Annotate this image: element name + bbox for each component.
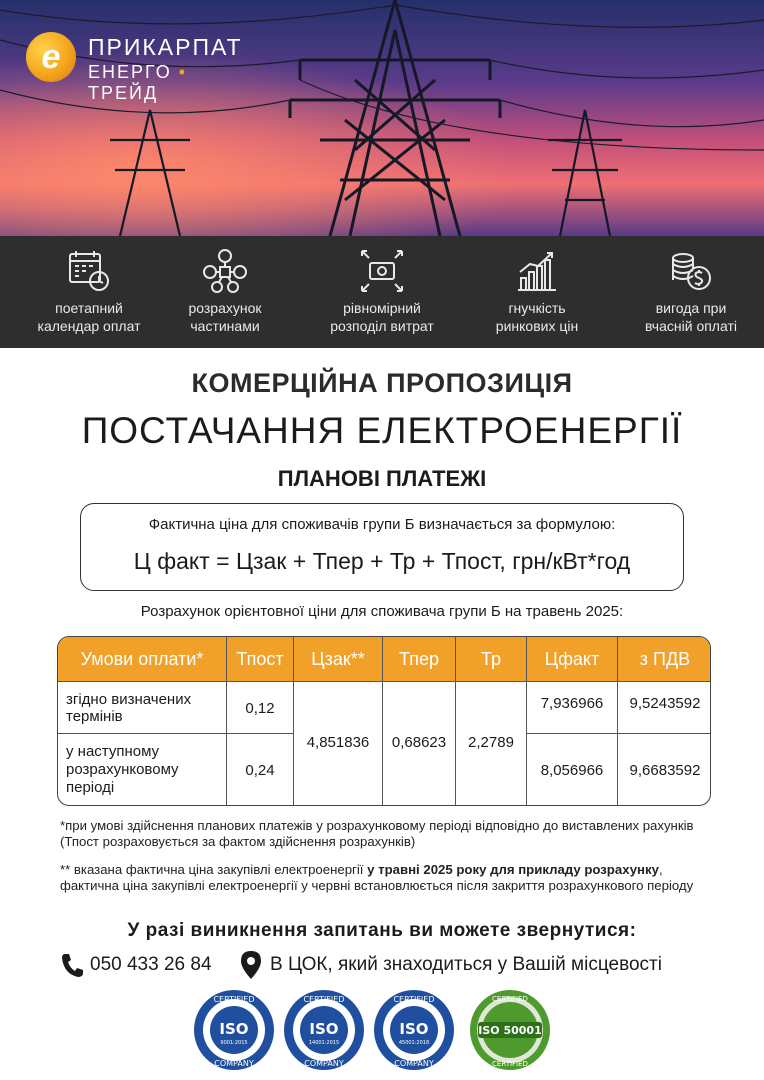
footnote-2-part-c: , фактична ціна закупівлі електроенергії у червні встановлюється після закриття розрахункового періоду <box>60 862 694 893</box>
iso-45001-badge <box>372 988 456 1072</box>
offer-title: КОМЕРЦІЙНА ПРОПОЗИЦІЯ <box>191 368 573 398</box>
badge-top-text: CERTIFIED <box>393 995 435 1004</box>
bar-chart-growth-icon <box>514 248 560 294</box>
logo-name: ПРИКАРПАТ <box>88 34 243 60</box>
footnote-2 <box>60 862 720 894</box>
footnote-1: *при умові здійснення планових платежів у розрахунковому періоді відповідно до виставлених рахунків (Тпост розраховується за фактом здійснення розрахунків) <box>60 818 694 849</box>
badge-mid-text: ISO <box>219 1020 249 1038</box>
price-formula: Ц факт = Цзак + Тпер + Тр + Тпост, грн/кВт*год <box>133 548 631 574</box>
logo-subtitle <box>88 62 246 104</box>
feature-label: розрахунок частинами <box>188 300 262 334</box>
badge-std-text: 45001:2018 <box>398 1040 430 1046</box>
formula-intro: Фактична ціна для споживачів групи Б визначається за формулою: <box>148 516 616 533</box>
badge-mid-text: ISO 50001 <box>478 1024 542 1037</box>
coins-distribution-icon <box>202 248 248 294</box>
table-cell-vat: 9,6683592 <box>629 761 701 779</box>
table-cell-condition: згідно визначених термінів <box>66 691 192 725</box>
table-cell-tsfakt: 7,936966 <box>540 694 604 712</box>
footnote-2-part-a: ** вказана фактична ціна закупівлі електроенергії <box>60 862 368 877</box>
table-cell-tpost: 0,24 <box>245 761 275 779</box>
calendar-clock-icon <box>66 248 112 294</box>
table-cell-vat: 9,5243592 <box>629 694 701 712</box>
company-logo <box>26 30 246 103</box>
contact-heading: У разі виникнення запитань ви можете звернутися: <box>127 920 637 941</box>
table-header: Цфакт <box>527 637 617 681</box>
location-pin-icon <box>240 950 262 980</box>
logo-dot: • <box>178 62 188 82</box>
table-header: Умови оплати* <box>58 637 226 681</box>
table-header: Тпер <box>383 637 455 681</box>
table-cell-tsfakt: 8,056966 <box>540 761 604 779</box>
money-distribution-icon <box>359 248 405 294</box>
logo-sub-right: ТРЕЙД <box>88 83 159 103</box>
badge-bottom-text: COMPANY <box>394 1059 434 1068</box>
contact-phone[interactable]: 050 433 26 84 <box>90 954 212 975</box>
badge-top-text: CERTIFIED <box>213 995 255 1004</box>
table-cell-tper: 0,68623 <box>391 733 447 751</box>
badge-bottom-text: CERTIFIED <box>492 1060 528 1068</box>
feature-label: гнучкість ринкових цін <box>495 300 579 334</box>
hero-banner <box>0 0 764 236</box>
badge-bottom-text: COMPANY <box>214 1059 254 1068</box>
iso-9001-badge <box>192 988 276 1072</box>
badge-top-text: CERTIFIED <box>303 995 345 1004</box>
badge-std-text: 14001:2015 <box>308 1040 340 1046</box>
table-cell-tr: 2,2789 <box>468 733 514 751</box>
table-header: з ПДВ <box>618 637 711 681</box>
feature-label: вигода при вчасній оплаті <box>645 300 737 334</box>
phone-icon <box>60 952 84 978</box>
badge-bottom-text: COMPANY <box>304 1059 344 1068</box>
table-cell-tszak: 4,851836 <box>306 733 370 751</box>
table-cell-condition: у наступному розрахунковому періоді <box>66 743 179 796</box>
logo-sub-left: ЕНЕРГО <box>88 62 172 82</box>
price-table <box>57 636 711 806</box>
table-header: Тр <box>456 637 526 681</box>
badge-top-text: CERTIFIED <box>492 995 528 1003</box>
formula-box <box>80 503 684 591</box>
iso-50001-badge <box>468 988 552 1072</box>
features-strip <box>0 236 764 348</box>
footnote-2-bold: у травні 2025 року для прикладу розрахунку <box>367 862 659 877</box>
feature-label: рівномірний розподіл витрат <box>330 300 434 334</box>
badge-mid-text: ISO <box>399 1020 429 1038</box>
payment-plan-title: ПЛАНОВІ ПЛАТЕЖІ <box>277 466 487 491</box>
coin-stack-icon <box>668 248 714 294</box>
table-header: Тпост <box>227 637 293 681</box>
contact-location: В ЦОК, який знаходиться у Вашій місцевості <box>270 954 662 975</box>
iso-14001-badge <box>282 988 366 1072</box>
logo-mark: e <box>26 32 76 82</box>
calculation-note: Розрахунок орієнтовної ціни для споживача групи Б на травень 2025: <box>140 603 624 620</box>
service-title: ПОСТАЧАННЯ ЕЛЕКТРОЕНЕРГІЇ <box>81 410 683 451</box>
table-header: Цзак** <box>294 637 382 681</box>
badge-mid-text: ISO <box>309 1020 339 1038</box>
table-cell-tpost: 0,12 <box>245 699 275 717</box>
badge-std-text: 9001:2015 <box>220 1040 248 1046</box>
feature-label: поетапний календар оплат <box>37 300 141 334</box>
